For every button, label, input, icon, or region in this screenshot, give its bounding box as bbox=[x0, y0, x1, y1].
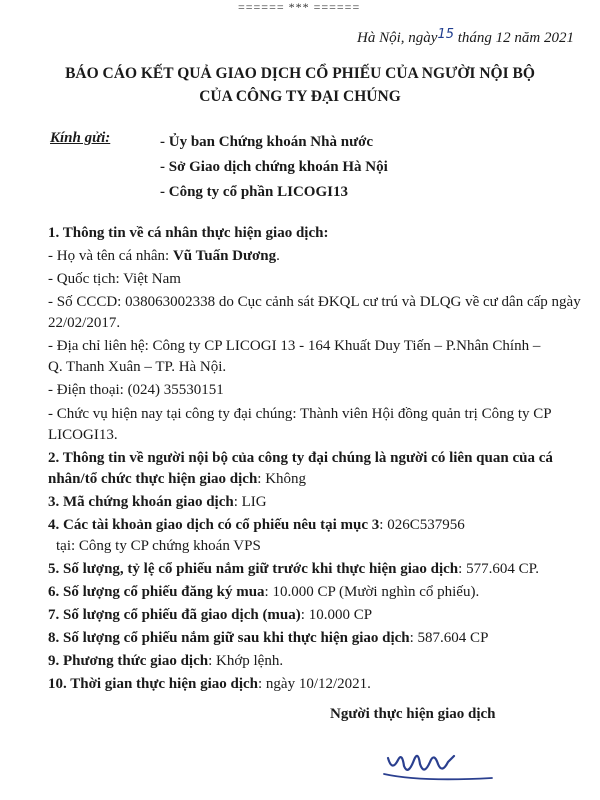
signer-label: Người thực hiện giao dịch bbox=[330, 706, 496, 722]
section10-value: : ngày 10/12/2021. bbox=[258, 676, 371, 692]
recipient-item: - Công ty cổ phần LICOGI13 bbox=[160, 184, 348, 200]
section1-heading: 1. Thông tin về cá nhân thực hiện giao dịch: bbox=[48, 225, 329, 241]
recipient-item: - Ủy ban Chứng khoán Nhà nước bbox=[160, 134, 374, 150]
signature-stroke bbox=[388, 756, 454, 770]
section9-value: : Khớp lệnh. bbox=[208, 653, 284, 669]
section8-value: : 587.604 CP bbox=[409, 630, 489, 646]
section3-label: 3. Mã chứng khoán giao dịch bbox=[48, 494, 234, 510]
section5-label: 5. Số lượng, tỷ lệ cổ phiếu nắm giữ trước khi thực hiện giao dịch bbox=[48, 561, 459, 577]
date-suffix: tháng 12 năm 2021 bbox=[457, 30, 574, 46]
address-line-1: - Địa chỉ liên hệ: Công ty CP LICOGI 13 - 164 Khuất Duy Tiến – P.Nhân Chính – bbox=[48, 338, 541, 354]
section4-value: : 026C537956 bbox=[379, 517, 465, 533]
date-day-handwritten: 15 bbox=[437, 27, 454, 42]
signature-underline bbox=[384, 774, 492, 779]
section2-heading-line-1: 2. Thông tin về người nội bộ của công ty đại chúng là người có liên quan của cá bbox=[48, 450, 553, 466]
section4-at-line: tại: Công ty CP chứng khoán VPS bbox=[56, 538, 261, 554]
section6-value: : 10.000 CP (Mười nghìn cổ phiếu). bbox=[264, 584, 480, 600]
name-value: Vũ Tuấn Dương bbox=[172, 248, 277, 264]
id-line-1: - Số CCCD: 038063002338 do Cục cảnh sát ĐKQL cư trú và DLQG về cư dân cấp ngày bbox=[48, 294, 581, 310]
handwritten-signature bbox=[380, 738, 500, 788]
phone: - Điện thoại: (024) 35530151 bbox=[48, 382, 224, 398]
position-line-1: - Chức vụ hiện nay tại công ty đại chúng: Thành viên Hội đồng quản trị Công ty CP bbox=[48, 406, 552, 422]
section2-heading-line-2: nhân/tổ chức thực hiện giao dịch bbox=[48, 471, 258, 487]
date-prefix: Hà Nội, ngày bbox=[357, 30, 438, 46]
section7-label: 7. Số lượng cổ phiếu đã giao dịch (mua) bbox=[48, 607, 301, 623]
section9-label: 9. Phương thức giao dịch bbox=[48, 653, 209, 669]
id-line-2: 22/02/2017. bbox=[48, 315, 121, 331]
section4-label: 4. Các tài khoản giao dịch có cổ phiếu nêu tại mục 3 bbox=[48, 517, 380, 533]
position-line-2: LICOGI13. bbox=[48, 427, 118, 443]
section6-label: 6. Số lượng cổ phiếu đăng ký mua bbox=[48, 584, 265, 600]
report-title bbox=[0, 62, 600, 108]
section2-value: : Không bbox=[257, 471, 307, 487]
title-line-1: BÁO CÁO KẾT QUẢ GIAO DỊCH CỔ PHIẾU CỦA NGƯỜI NỘI BỘ bbox=[65, 65, 535, 82]
section7-value: : 10.000 CP bbox=[300, 607, 373, 623]
recipient-list bbox=[160, 130, 388, 205]
kinh-gui-label: Kính gửi: bbox=[50, 130, 111, 146]
nationality: - Quốc tịch: Việt Nam bbox=[48, 271, 181, 287]
title-line-2: CỦA CÔNG TY ĐẠI CHÚNG bbox=[199, 88, 401, 105]
date-line bbox=[357, 27, 574, 47]
header-decoration: ====== *** ====== bbox=[238, 0, 361, 14]
name-label: - Họ và tên cá nhân: bbox=[48, 248, 173, 264]
section8-label: 8. Số lượng cổ phiếu nắm giữ sau khi thực hiện giao dịch bbox=[48, 630, 410, 646]
section10-label: 10. Thời gian thực hiện giao dịch bbox=[48, 676, 258, 692]
section3-value: : LIG bbox=[233, 494, 267, 510]
recipient-item: - Sở Giao dịch chứng khoán Hà Nội bbox=[160, 159, 388, 175]
address-line-2: Q. Thanh Xuân – TP. Hà Nội. bbox=[48, 359, 227, 375]
section5-value: : 577.604 CP. bbox=[458, 561, 540, 577]
